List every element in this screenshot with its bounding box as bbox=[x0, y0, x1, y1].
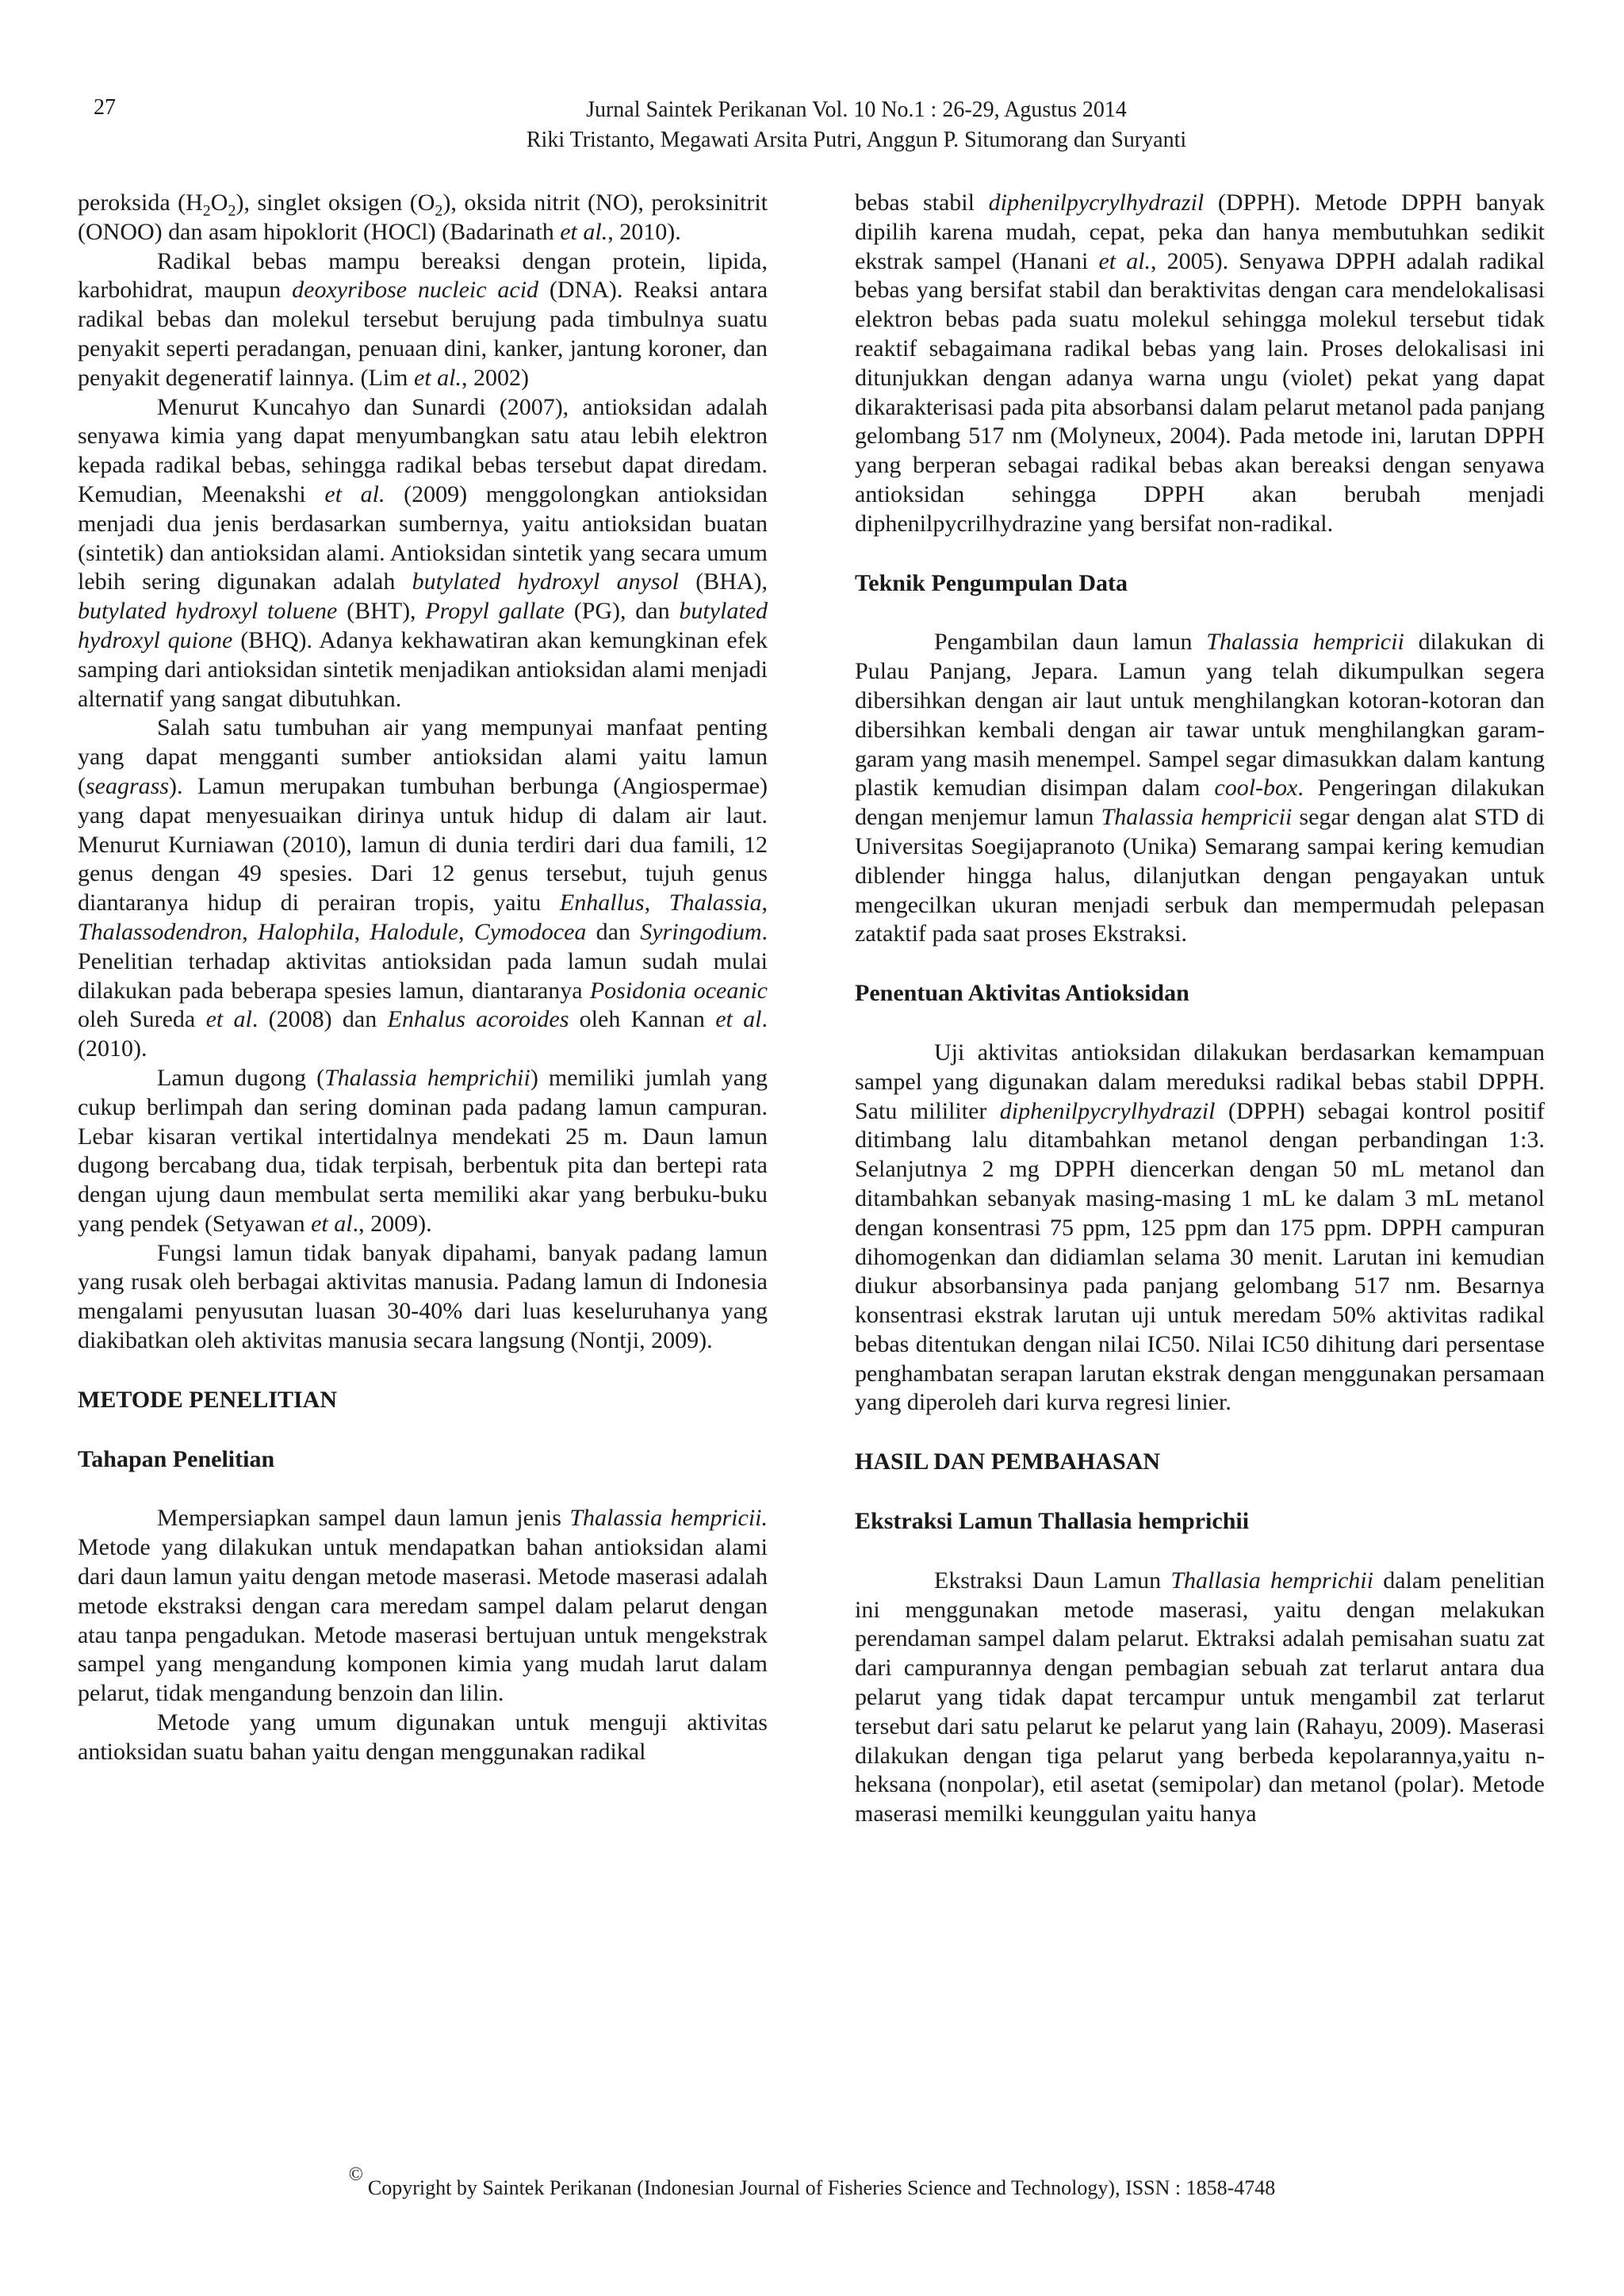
page-number: 27 bbox=[94, 95, 116, 120]
paragraph: Radikal bebas mampu bereaksi dengan protein, lipida, karbohidrat, maupun deoxyribose nucleic acid (DNA). Reaksi antara radikal bebas dan molekul tersebut berujung pada timbulnya suatu penyakit seperti peradangan, penuaan dini, kanker, jantung koroner, dan penyakit degeneratif lainnya. (Lim et al., 2002) bbox=[78, 247, 768, 391]
paragraph: Lamun dugong (Thalassia hemprichii) memiliki jumlah yang cukup berlimpah dan sering dominan pada padang lamun campuran. Lebar kisaran vertikal intertidalnya mendekati 25 m. Daun lamun dugong bercabang dua, tidak terpisah, berbentuk pita dan bertepi rata dengan ujung daun membulat serta memiliki akar yang berbuku-buku yang pendek (Setyawan et al., 2009). bbox=[78, 1064, 768, 1237]
paragraph: Fungsi lamun tidak banyak dipahami, banyak padang lamun yang rusak oleh berbagai aktivitas manusia. Padang lamun di Indonesia mengalami penyusutan luasan 30-40% dari luas keseluruhanya yang diakibatkan oleh aktivitas manusia secara langsung (Nontji, 2009). bbox=[78, 1239, 768, 1354]
paragraph: Ekstraksi Daun Lamun Thallasia hemprichii dalam penelitian ini menggunakan metode maserasi, yaitu dengan melakukan perendaman sampel dalam pelarut. Ektraksi adalah pemisahan suatu zat dari campurannya dengan pembagian sebuah zat terlarut antara dua pelarut yang tidak dapat tercampur untuk mengambil zat terlarut tersebut dari satu pelarut ke pelarut yang lain (Rahayu, 2009). Maserasi dilakukan dengan tiga pelarut yang berbeda kepolarannya,yaitu n-heksana (nonpolar), etil asetat (semipolar) dan metanol (polar). Metode maserasi memilki keunggulan yaitu hanya bbox=[855, 1567, 1545, 1827]
subsection-heading: Tahapan Penelitian bbox=[78, 1445, 275, 1472]
paragraph: bebas stabil diphenilpycrylhydrazil (DPPH). Metode DPPH banyak dipilih karena mudah, cepat, peka dan hanya membutuhkan sedikit ekstrak sampel (Hanani et al., 2005). Senyawa DPPH adalah radikal bebas yang bersifat stabil dan beraktivitas dengan cara mendelokalisasi elektron bebas pada suatu molekul sehingga molekul tersebut tidak reaktif sebagaimana radikal bebas yang lain. Proses delokalisasi ini ditunjukkan dengan adanya warna ungu (violet) pekat yang dapat dikarakterisasi pada pita absorbansi dalam pelarut metanol pada panjang gelombang 517 nm (Molyneux, 2004). Pada metode ini, larutan DPPH yang berperan sebagai radikal bebas akan bereaksi dengan senyawa antioksidan sehingga DPPH akan berubah menjadi diphenilpycrilhydrazine yang bersifat non-radikal. bbox=[855, 189, 1545, 537]
right-column bbox=[855, 189, 1545, 1829]
paragraph: Uji aktivitas antioksidan dilakukan berdasarkan kemampuan sampel yang digunakan dalam mereduksi radikal bebas stabil DPPH. Satu mililiter diphenilpycrylhydrazil (DPPH) sebagai kontrol positif ditimbang lalu ditambahkan metanol dengan perbandingan 1:3. Selanjutnya 2 mg DPPH diencerkan dengan 50 mL metanol dan ditambahkan sebanyak masing-masing 1 mL ke dalam 3 mL metanol dengan konsentrasi 75 ppm, 125 ppm dan 175 ppm. DPPH campuran dihomogenkan dan didiamlan selama 30 menit. Larutan ini kemudian diukur absorbansinya pada panjang gelombang 517 nm. Besarnya konsentrasi ekstrak larutan uji untuk meredam 50% aktivitas radikal bebas ditentukan dengan nilai IC50. Nilai IC50 dihitung dari persentase penghambatan serapan larutan ekstrak dengan menggunakan persamaan yang diperoleh dari kurva regresi linier. bbox=[855, 1039, 1545, 1416]
paragraph: peroksida $(H_2O_2)$, singlet oksigen $(O_2)$, oksida nitrit (NO), peroksinitrit (ONOO) dan asam hipoklorit (HOCl) (Badarinath et al., 2010). bbox=[78, 189, 768, 245]
copyright-icon: © bbox=[348, 2164, 363, 2185]
author-list: Riki Tristanto, Megawati Arsita Putri, Anggun P. Situmorang dan Suryanti bbox=[526, 128, 1187, 152]
section-heading: HASIL DAN PEMBAHASAN bbox=[855, 1448, 1161, 1475]
paragraph: Pengambilan daun lamun Thalassia hempricii dilakukan di Pulau Panjang, Jepara. Lamun yang telah dikumpulkan segera dibersihkan dengan air laut untuk menghilangkan kotoran-kotoran dan dibersihkan kembali dengan air tawar untuk menghilangkan garam-garam yang masih menempel. Sampel segar dimasukkan dalam kantung plastik kemudian disimpan dalam cool-box. Pengeringan dilakukan dengan menjemur lamun Thalassia hempricii segar dengan alat STD di Universitas Soegijapranoto (Unika) Semarang sampai kering kemudian diblender hingga halus, dilanjutkan dengan pengayakan untuk mengecilkan ukuran menjadi serbuk dan mempermudah pelepasan zataktif pada saat proses Ekstraksi. bbox=[855, 629, 1545, 947]
left-column bbox=[78, 189, 768, 1767]
paragraph: Mempersiapkan sampel daun lamun jenis Thalassia hempricii. Metode yang dilakukan untuk mendapatkan bahan antioksidan alami dari daun lamun yaitu dengan metode maserasi. Metode maserasi adalah metode ekstraksi dengan cara meredam sampel dalam pelarut dengan atau tanpa pengadukan. Metode maserasi bertujuan untuk mengekstrak sampel yang mengandung komponen kimia yang mudah larut dalam pelarut, tidak mengandung benzoin dan lilin. bbox=[78, 1505, 768, 1707]
subsection-heading: Teknik Pengumpulan Data bbox=[855, 569, 1128, 596]
paragraph: Salah satu tumbuhan air yang mempunyai manfaat penting yang dapat mengganti sumber antioksidan alami yaitu lamun (seagrass). Lamun merupakan tumbuhan berbunga (Angiospermae) yang dapat menyesuaikan dirinya untuk hidup di dalam air laut. Menurut Kurniawan (2010), lamun di dunia terdiri dari dua famili, 12 genus dengan 49 spesies. Dari 12 genus tersebut, tujuh genus diantaranya hidup di perairan tropis, yaitu Enhallus, Thalassia, Thalassodendron, Halophila, Halodule, Cymodocea dan Syringodium. Penelitian terhadap aktivitas antioksidan pada lamun sudah mulai dilakukan pada beberapa spesies lamun, diantaranya Posidonia oceanic oleh Sureda et al. (2008) dan Enhalus acoroides oleh Kannan et al. (2010). bbox=[78, 714, 768, 1062]
subsection-heading: Penentuan Aktivitas Antioksidan bbox=[855, 980, 1189, 1007]
copyright-footer bbox=[0, 2164, 1624, 2205]
journal-citation: Jurnal Saintek Perikanan Vol. 10 No.1 : 26-29, Agustus 2014 bbox=[586, 98, 1127, 122]
subsection-heading: Ekstraksi Lamun Thallasia hemprichii bbox=[855, 1508, 1250, 1535]
paragraph: Menurut Kuncahyo dan Sunardi (2007), antioksidan adalah senyawa kimia yang dapat menyumbangkan satu atau lebih elektron kepada radikal bebas, sehingga radikal bebas tersebut dapat diredam. Kemudian, Meenakshi et al. (2009) menggolongkan antioksidan menjadi dua jenis berdasarkan sumbernya, yaitu antioksidan buatan (sintetik) dan antioksidan alami. Antioksidan sintetik yang secara umum lebih sering digunakan adalah butylated hydroxyl anysol (BHA), butylated hydroxyl toluene (BHT), Propyl gallate (PG), dan butylated hydroxyl quione (BHQ). Adanya kekhawatiran akan kemungkinan efek samping dari antioksidan sintetik menjadikan antioksidan alami menjadi alternatif yang sangat dibutuhkan. bbox=[78, 393, 768, 712]
running-head bbox=[341, 95, 1372, 155]
section-heading: METODE PENELITIAN bbox=[78, 1386, 338, 1413]
copyright-text: Copyright by Saintek Perikanan (Indonesian Journal of Fisheries Science and Technology), ISSN : 1858-4748 bbox=[367, 2176, 1276, 2199]
paragraph: Metode yang umum digunakan untuk menguji aktivitas antioksidan suatu bahan yaitu dengan menggunakan radikal bbox=[78, 1709, 768, 1765]
